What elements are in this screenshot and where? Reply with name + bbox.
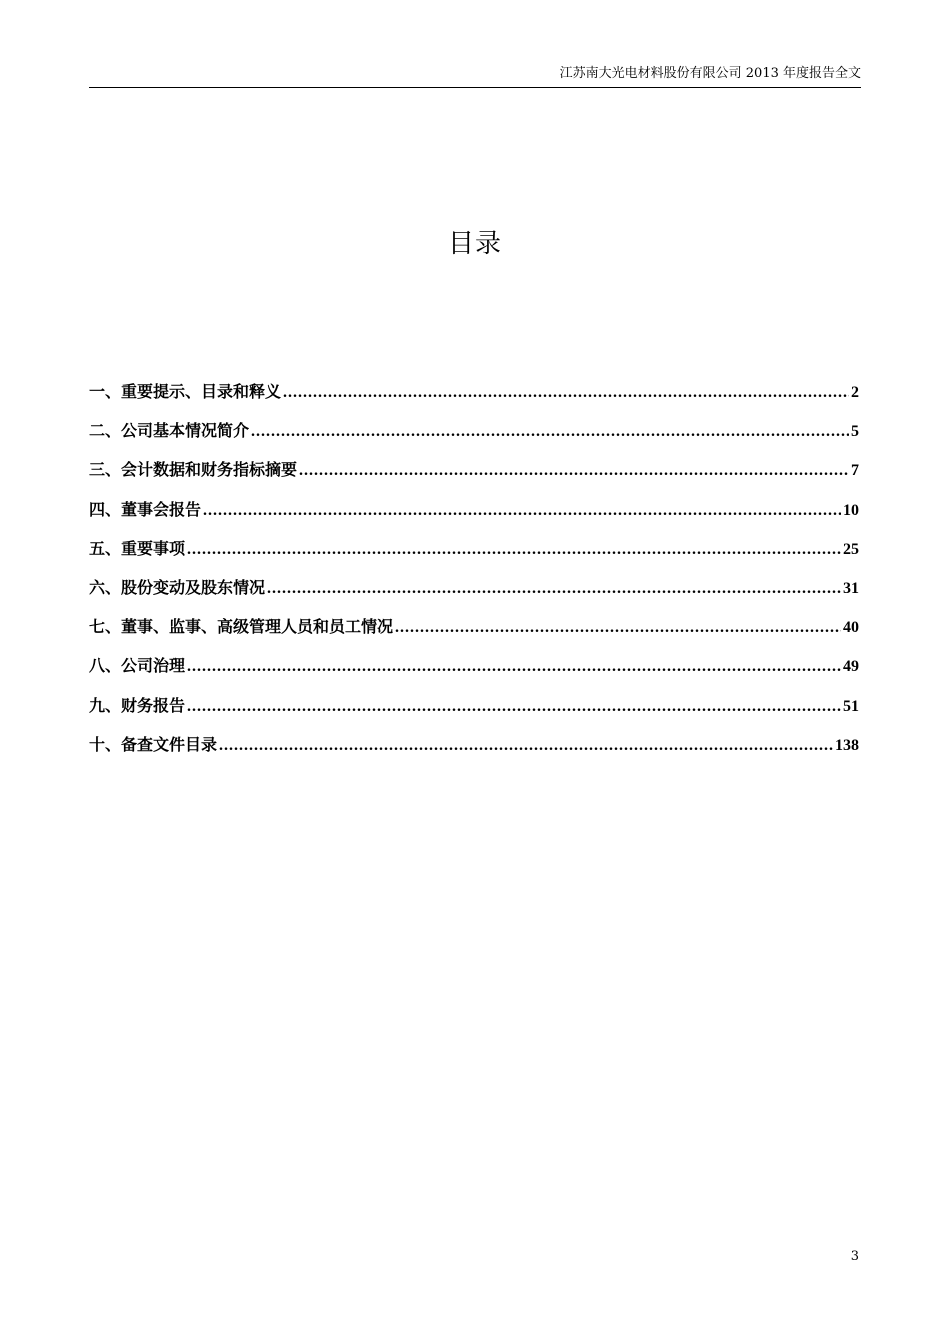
toc-entry-label: 八、公司治理 [89, 656, 186, 676]
header-divider [89, 87, 861, 88]
page-number: 3 [850, 1249, 859, 1264]
toc-entry[interactable] [89, 695, 859, 734]
toc-leader-dots [267, 578, 841, 600]
toc-entry-page: 138 [835, 736, 859, 754]
toc-title: 目录 [447, 229, 502, 259]
toc-entry[interactable] [89, 538, 859, 577]
running-header-title: 江苏南大光电材料股份有限公司 2013 年度报告全文 [559, 66, 861, 81]
toc-leader-dots [187, 539, 841, 561]
toc-entry-page: 49 [843, 658, 859, 676]
toc-entry[interactable] [89, 499, 859, 538]
toc-entry[interactable] [89, 734, 859, 773]
toc-entry-page: 10 [843, 501, 859, 519]
toc-entry-label: 五、重要事项 [89, 538, 186, 558]
toc-entry[interactable] [89, 655, 859, 694]
toc-entry-page: 2 [851, 384, 859, 401]
toc-entry-label: 四、董事会报告 [89, 499, 202, 519]
toc-entry[interactable] [89, 577, 859, 616]
toc-entry-label: 三、会计数据和财务指标摘要 [89, 460, 298, 480]
toc-entry[interactable] [89, 459, 859, 498]
toc-leader-dots [395, 617, 841, 639]
toc-entry[interactable] [89, 381, 859, 420]
toc-leader-dots [203, 500, 841, 522]
toc-entry[interactable] [89, 420, 859, 459]
toc-leader-dots [187, 656, 841, 678]
toc-entry-page: 40 [843, 619, 859, 637]
toc-entry-label: 六、股份变动及股东情况 [89, 577, 266, 597]
toc-entry-page: 5 [851, 423, 859, 441]
toc-entry-page: 31 [843, 579, 859, 597]
toc-entry-label: 一、重要提示、目录和释义 [89, 382, 282, 401]
toc-entry-page: 7 [851, 462, 859, 480]
toc-entry-label: 二、公司基本情况简介 [89, 421, 250, 441]
toc-leader-dots [251, 421, 849, 443]
toc-entry-label: 九、财务报告 [89, 695, 186, 715]
toc-leader-dots [219, 735, 833, 757]
toc-entry-label: 十、备查文件目录 [89, 734, 218, 754]
toc-entry[interactable] [89, 616, 859, 655]
toc-entry-page: 51 [843, 697, 859, 715]
toc-leader-dots [299, 460, 849, 482]
toc-leader-dots [283, 382, 849, 404]
toc-entry-label: 七、董事、监事、高级管理人员和员工情况 [89, 617, 394, 637]
toc-entry-page: 25 [843, 540, 859, 558]
toc-leader-dots [187, 696, 841, 718]
toc-list [89, 381, 859, 773]
